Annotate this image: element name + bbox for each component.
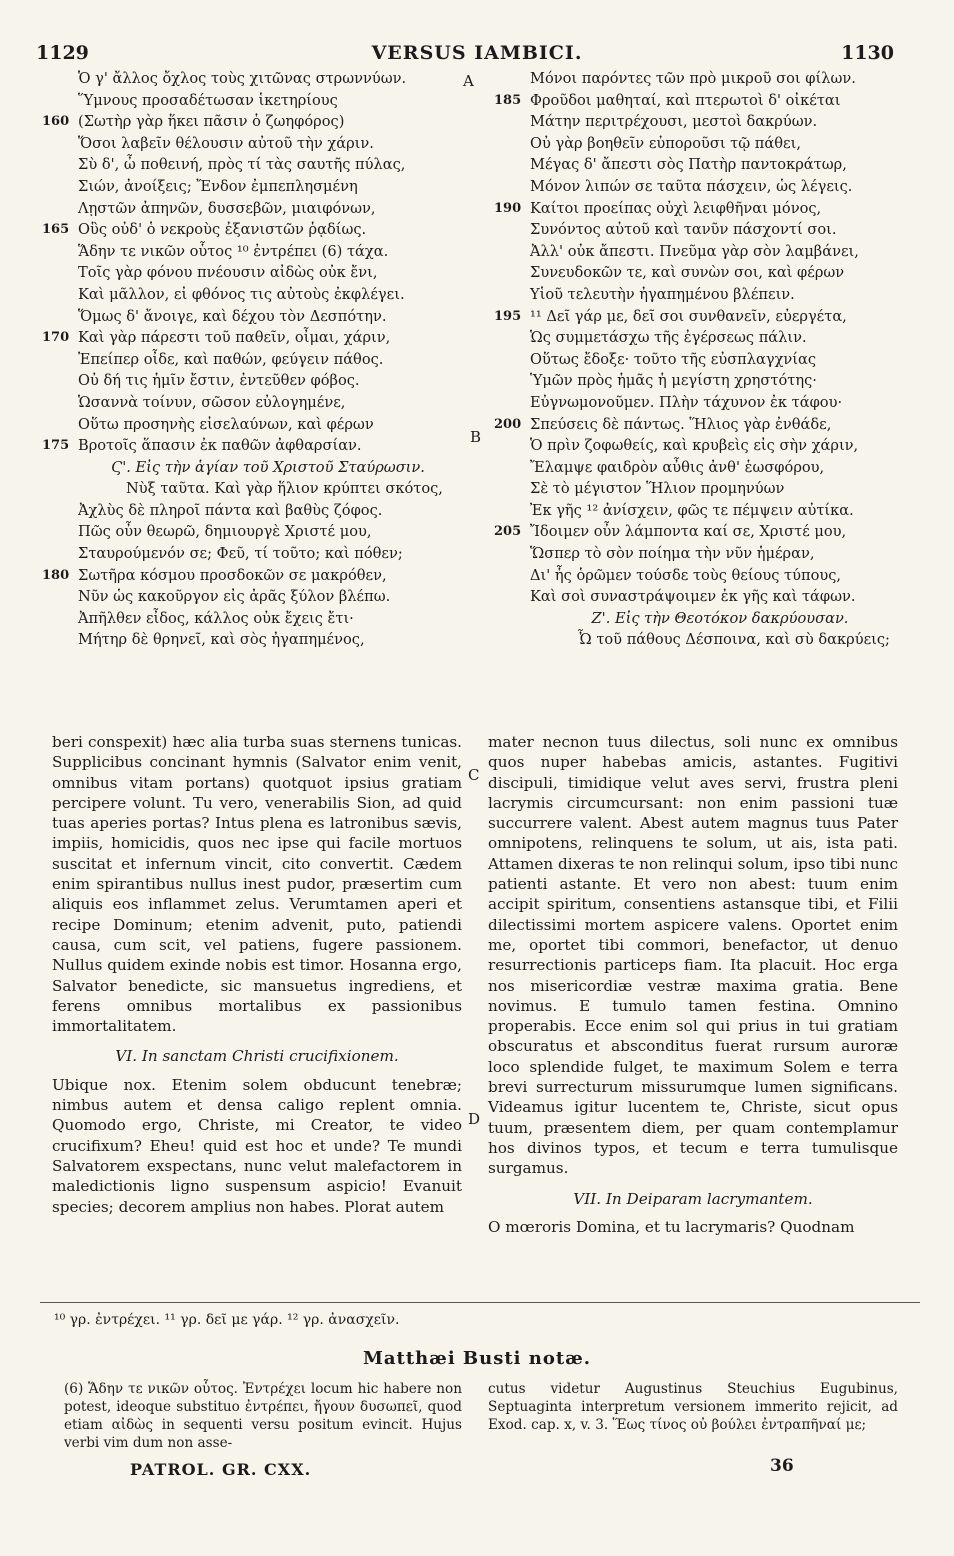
verse-text: Ἐπείπερ οἶδε, καὶ παθών, φεύγειν πάθος. bbox=[78, 350, 384, 368]
verse-line bbox=[78, 586, 458, 608]
verse-text: Εὐγνωμονοῦμεν. Πλὴν τάχυνον ἐκ τάφου· bbox=[530, 393, 843, 411]
verse-text: Ὥσπερ τὸ σὸν ποίημα τὴν νῦν ἡμέραν, bbox=[530, 545, 815, 563]
verse-text: Ὡς συμμετάσχω τῆς ἐγέρσεως πάλιν. bbox=[530, 329, 807, 347]
verse-line bbox=[78, 629, 458, 651]
verse-text: Καὶ μᾶλλον, εἰ φθόνος τις αὐτοὺς ἐκφλέγει. bbox=[78, 285, 405, 303]
verse-text: Υἱοῦ τελευτὴν ἠγαπημένου βλέπειν. bbox=[530, 285, 795, 303]
verse-line bbox=[530, 284, 910, 306]
verse-text: Σὺ δ', ὦ ποθεινή, πρὸς τί τὰς σαυτῆς πύλας, bbox=[78, 156, 406, 174]
verse-line bbox=[494, 90, 910, 112]
verse-line bbox=[530, 262, 910, 284]
verse-line bbox=[78, 284, 458, 306]
verse-text: Συνευδοκῶν τε, καὶ συνὼν σοι, καὶ φέρων bbox=[530, 264, 845, 282]
section-heading-vii: VII. In Deiparam lacrymantem. bbox=[573, 1189, 813, 1208]
latin-paragraph: O mœroris Domina, et tu lacrymaris? Quodnam bbox=[488, 1217, 855, 1236]
verse-line bbox=[530, 500, 910, 522]
verse-text: Ὁ γ' ἄλλος ὄχλος τοὺς χιτῶνας στρωννύων. bbox=[78, 70, 407, 87]
verse-line bbox=[78, 392, 458, 414]
line-number: 170 bbox=[42, 330, 70, 346]
verse-text: Μάτην περιτρέχουσι, μεστοὶ δακρύων. bbox=[530, 113, 818, 131]
verse-line bbox=[78, 68, 458, 90]
verse-text: Σταυρούμενόν σε; Φεῦ, τί τοῦτο; καὶ πόθεν; bbox=[78, 545, 403, 563]
verse-line bbox=[78, 306, 458, 328]
verse-line bbox=[530, 327, 910, 349]
verse-line bbox=[494, 521, 910, 543]
verse-line bbox=[78, 262, 458, 284]
section-heading bbox=[530, 608, 910, 630]
verse-text: Ὦ τοῦ πάθους Δέσποινα, καὶ σὺ δακρύεις; bbox=[578, 631, 890, 649]
verse-text: Ζ'. Εἰς τὴν Θεοτόκον δακρύουσαν. bbox=[591, 609, 849, 627]
verse-text: Ὁ πρὶν ζοφωθείς, καὶ κρυβεὶς εἰς σὴν χάριν, bbox=[530, 437, 859, 455]
verse-text: Καὶ γὰρ πάρεστι τοῦ παθεῖν, οἶμαι, χάριν, bbox=[78, 329, 391, 347]
verse-text: Σωτῆρα κόσμου προσδοκῶν σε μακρόθεν, bbox=[78, 566, 387, 584]
line-number: 175 bbox=[42, 438, 70, 454]
divider bbox=[40, 1302, 920, 1303]
verse-text: Δι' ἧς ὁρῶμεν τούσδε τοὺς θείους τύπους, bbox=[530, 566, 842, 584]
latin-paragraph: mater necnon tuus dilectus, soli nunc ex omnibus quos nuper habebas amicis, astantes. Fugitivi discipuli, timidique velut aves servi, frustra pleni lacrymis circumcursant: non enim passioni tuæ succurrere valent. Abest autem magnus tuus Pater omnipotens, relinquens te solum, ut ais, ista pati. Attamen dixeras te non relinqui solum, ipso tibi nunc patienti astante. Et vero non abest: tuum enim accipit spiritum, consentiens astansque tibi, et Filii dilectissimi mortem aspicere valens. Oportet enim me, oportet tibi commori, benefactor, ut denuo resurrectionis particeps fiam. Ita placuit. Hoc erga nos misericordiæ vestræ maxima gratia. Bene novimus. E tumulo tamen festina. Omnino properabis. Ecce enim sol qui prius in tui gratiam obscuratus et absconditus fuerat rursum auroræ loco splendide fulget, te maximum Solem e terra brevi surrecturum missurumque lumen significans. Videamus igitur lucentem te, Christe, sicut opus tuum, præsentem diem, per quam contemplamur hos divinos typos, et tecum e terra tumulisque surgamus. bbox=[488, 733, 898, 1178]
verse-line bbox=[530, 176, 910, 198]
verse-text: Συνόντος αὐτοῦ καὶ τανῦν πάσχοντί σοι. bbox=[530, 221, 837, 239]
verse-text: Μόνον λιπών σε ταῦτα πάσχειν, ὡς λέγεις. bbox=[530, 177, 853, 195]
line-number: 200 bbox=[494, 416, 522, 432]
volume-signature: PATROL. GR. CXX. bbox=[130, 1460, 312, 1479]
verse-line bbox=[530, 435, 910, 457]
verse-line bbox=[530, 543, 910, 565]
verse-line bbox=[78, 90, 458, 112]
greek-column-right bbox=[494, 68, 910, 651]
verse-line bbox=[78, 370, 458, 392]
verse-text: Ὅμως δ' ἄνοιγε, καὶ δέχου τὸν Δεσπότην. bbox=[78, 307, 387, 325]
verse-line bbox=[78, 608, 458, 630]
verse-line bbox=[530, 111, 910, 133]
verse-text: Σπεύσεις δὲ πάντως. Ἥλιος γὰρ ἐνθάδε, bbox=[530, 415, 832, 433]
section-heading-vi: VI. In sanctam Christi crucifixionem. bbox=[115, 1047, 399, 1066]
verse-line bbox=[78, 198, 458, 220]
line-number: 195 bbox=[494, 308, 522, 324]
verse-line bbox=[530, 68, 910, 90]
verse-line bbox=[494, 414, 910, 436]
verse-text: Νῦν ὡς κακοῦργον εἰς ἀρᾶς ξύλον βλέπω. bbox=[78, 588, 391, 606]
verse-line bbox=[78, 176, 458, 198]
verse-line bbox=[530, 133, 910, 155]
latin-paragraph: beri conspexit) hæc alia turba suas sternens tunicas. Supplicibus concinant hymnis (Salvator enim venit, omnibus vitam portans) quotquot ipsius gratiam percipere volunt. Tu vero, venerabilis Sion, ad quid tuas aperies portas? Intus plena es latronibus sævis, impiis, homicidis, quos nec ipse qui facile mortuos suscitat et infernum vincit, cito convertit. Cædem enim spirantibus nullus inest pudor, præsertim cum aliquis eos inflammet zelus. Verumtamen aperi et recipe Dominum; etenim advenit, puto, patiendi causa, cum scit, vel patiens, fugere passionem. Nullus quidem exinde nobis est timor. Hosanna ergo, Salvator benedicte, sic mansuetus ingrediens, et ferens omnibus mortalibus ex passionibus immortalitatem. bbox=[52, 733, 462, 1036]
verse-text: Σὲ τὸ μέγιστον Ἥλιον προμηνύων bbox=[530, 480, 785, 498]
running-title: VERSUS IAMBICI. bbox=[371, 42, 583, 64]
verse-line bbox=[42, 565, 458, 587]
margin-letter-b: B bbox=[470, 428, 482, 446]
latin-column-left bbox=[52, 732, 462, 1217]
verse-text: Οὐ γὰρ βοηθεῖν εὐποροῦσι τῷ πάθει, bbox=[530, 134, 801, 152]
verse-text: Ἀλλ' οὐκ ἄπεστι. Πνεῦμα γὰρ σὸν λαμβάνει, bbox=[530, 242, 859, 260]
footnotes: ¹⁰ γρ. ἐντρέχει. ¹¹ γρ. δεῖ με γάρ. ¹² γρ. ἀνασχεῖν. bbox=[54, 1312, 400, 1328]
verse-text: Μόνοι παρόντες τῶν πρὸ μικροῦ σοι φίλων. bbox=[530, 70, 856, 87]
verse-line bbox=[78, 414, 458, 436]
verse-line bbox=[78, 133, 458, 155]
verse-text: Ἴδοιμεν οὖν λάμποντα καί σε, Χριστέ μου, bbox=[530, 523, 847, 541]
verse-line bbox=[530, 457, 910, 479]
verse-text: Καίτοι προείπας οὐχὶ λειφθῆναι μόνος, bbox=[530, 199, 822, 217]
latin-paragraph: Ubique nox. Etenim solem obducunt tenebræ; nimbus autem et densa caligo replent omnia. Quomodo ergo, Christe, mi Creator, te video crucifixum? Eheu! quid est hoc et unde? Te mundi Salvatorem exspectans, nunc velut malefactorem in maledictionis ligno suspensum aspicio! Evanuit species; decorem amplius non habes. Plorat autem bbox=[52, 1075, 462, 1216]
line-number: 185 bbox=[494, 92, 522, 108]
latin-column-right bbox=[488, 732, 898, 1237]
verse-line bbox=[530, 478, 910, 500]
verse-line bbox=[530, 219, 910, 241]
margin-letter-d: D bbox=[468, 1110, 481, 1128]
verse-text: Λῃστῶν ἀπηνῶν, δυσσεβῶν, μιαιφόνων, bbox=[78, 199, 376, 217]
verse-line bbox=[42, 111, 458, 133]
section-heading bbox=[78, 457, 458, 479]
line-number: 205 bbox=[494, 524, 522, 540]
verse-line bbox=[42, 435, 458, 457]
verse-text: Οὕτω προσηνὴς εἰσελαύνων, καὶ φέρων bbox=[78, 415, 374, 433]
verse-text: Ἔλαμψε φαιδρὸν αὖθις ἀνθ' ἑωσφόρου, bbox=[530, 458, 825, 476]
verse-text: Ϛ'. Εἰς τὴν ἁγίαν τοῦ Χριστοῦ Σταύρωσιν. bbox=[111, 458, 425, 476]
verse-text: Καὶ σοὶ συναστράψοιμεν ἐκ γῆς καὶ τάφων. bbox=[530, 588, 856, 606]
verse-text: Φροῦδοι μαθηταί, καὶ πτερωτοὶ δ' οἰκέται bbox=[530, 91, 841, 109]
verse-text: Ἀχλὺς δὲ πληροῖ πάντα καὶ βαθὺς ζόφος. bbox=[78, 501, 383, 519]
verse-line bbox=[530, 241, 910, 263]
margin-letter-c: C bbox=[468, 766, 480, 784]
greek-column-left bbox=[42, 68, 458, 651]
signature-number: 36 bbox=[770, 1456, 794, 1476]
line-number: 160 bbox=[42, 114, 70, 130]
verse-line bbox=[42, 327, 458, 349]
verse-text: Ὡσαννὰ τοίνυν, σῶσον εὐλογημένε, bbox=[78, 393, 346, 411]
margin-letter-a: A bbox=[463, 72, 474, 90]
verse-line bbox=[78, 543, 458, 565]
verse-line bbox=[78, 521, 458, 543]
verse-line bbox=[530, 629, 910, 651]
verse-line bbox=[78, 478, 458, 500]
verse-text: Μήτηρ δὲ θρηνεῖ, καὶ σὸς ἠγαπημένος, bbox=[78, 631, 365, 649]
verse-text: (Σωτὴρ γὰρ ἥκει πᾶσιν ὁ ζωηφόρος) bbox=[78, 113, 345, 131]
verse-line bbox=[530, 565, 910, 587]
verse-line bbox=[530, 349, 910, 371]
verse-text: Ὅσοι λαβεῖν θέλουσιν αὐτοῦ τὴν χάριν. bbox=[78, 134, 374, 152]
verse-text: Μέγας δ' ἄπεστι σὸς Πατὴρ παντοκράτωρ, bbox=[530, 156, 847, 174]
verse-text: Ἐκ γῆς ¹² ἀνίσχειν, φῶς τε πέμψειν αὐτίκα. bbox=[530, 501, 854, 519]
verse-line bbox=[494, 306, 910, 328]
page-number-right: 1130 bbox=[841, 42, 894, 64]
line-number: 165 bbox=[42, 222, 70, 238]
verse-text: Τοῖς γὰρ φόνου πνέουσιν αἰδὼς οὐκ ἔνι, bbox=[78, 264, 378, 282]
notes-title: Matthæi Busti notæ. bbox=[362, 1348, 592, 1369]
verse-text: Βροτοῖς ἅπασιν ἐκ παθῶν ἀφθαρσίαν. bbox=[78, 437, 362, 455]
verse-line bbox=[530, 392, 910, 414]
verse-line bbox=[78, 154, 458, 176]
page-number-left: 1129 bbox=[36, 42, 89, 64]
verse-line bbox=[530, 586, 910, 608]
verse-text: ¹¹ Δεῖ γάρ με, δεῖ σοι συνθανεῖν, εὐεργέτα, bbox=[530, 307, 847, 325]
verse-line bbox=[530, 154, 910, 176]
notes-left: (6) Ἅδην τε νικῶν οὗτος. Ἐντρέχει locum hic habere non potest, ideoque substituo ἐντρέπει, ἤγουν δυσωπεῖ, quod etiam αἰδὼς in sequenti versu positum evincit. Hujus verbi vim dum non asse- bbox=[64, 1381, 462, 1451]
verse-line bbox=[78, 349, 458, 371]
verse-text: Σιών, ἀνοίξεις; Ἔνδον ἐμπεπλησμένη bbox=[78, 177, 358, 195]
verse-text: Οὓς οὐδ' ὁ νεκροὺς ἐξανιστῶν ῥᾳδίως. bbox=[78, 221, 367, 239]
verse-text: Οὐ δή τις ἡμῖν ἔστιν, ἐντεῦθεν φόβος. bbox=[78, 372, 360, 390]
verse-text: Οὕτως ἔδοξε· τοῦτο τῆς εὐσπλαγχνίας bbox=[530, 350, 817, 368]
verse-text: Πῶς οὖν θεωρῶ, δημιουργὲ Χριστέ μου, bbox=[78, 523, 372, 541]
verse-text: Ἀπῆλθεν εἶδος, κάλλος οὐκ ἔχεις ἔτι· bbox=[78, 609, 354, 627]
notes-right: cutus videtur Augustinus Steuchius Eugubinus, Septuaginta interpretum versionem immerito rejicit, ad Exod. cap. x, v. 3. Ἕως τίνος οὐ βούλει ἐντραπῆναί με; bbox=[488, 1381, 898, 1433]
verse-text: Νὺξ ταῦτα. Καὶ γὰρ ἥλιον κρύπτει σκότος, bbox=[126, 480, 443, 498]
verse-line bbox=[530, 370, 910, 392]
verse-text: Ὑμῶν πρὸς ἡμᾶς ἡ μεγίστη χρηστότης· bbox=[530, 372, 817, 390]
line-number: 180 bbox=[42, 567, 70, 583]
line-number: 190 bbox=[494, 200, 522, 216]
verse-line bbox=[78, 241, 458, 263]
verse-line bbox=[42, 219, 458, 241]
verse-text: Ὕμνους προσαδέτωσαν ἱκετηρίους bbox=[78, 91, 338, 109]
verse-text: Ἅδην τε νικῶν οὗτος ¹⁰ ἐντρέπει (6) τάχα. bbox=[78, 242, 389, 260]
verse-line bbox=[494, 198, 910, 220]
verse-line bbox=[78, 500, 458, 522]
